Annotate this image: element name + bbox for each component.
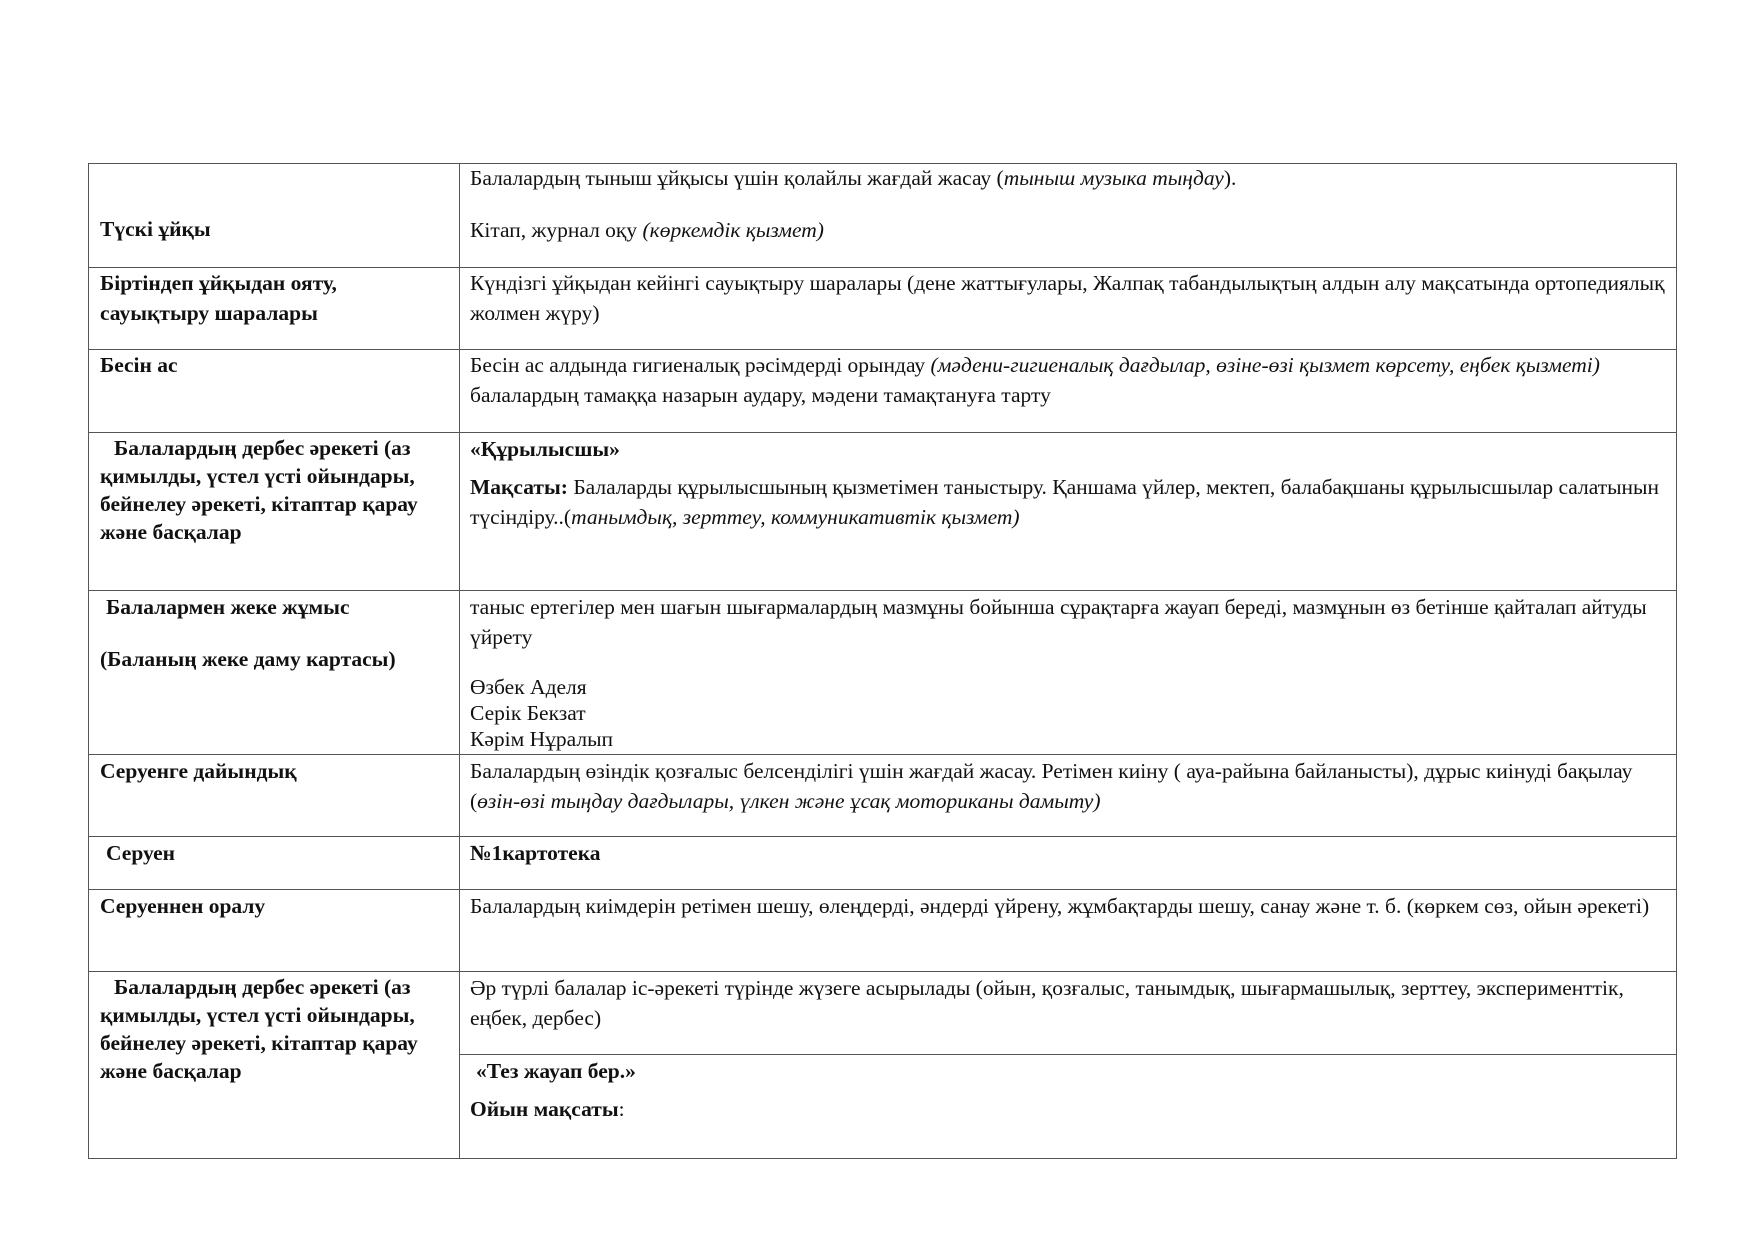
row-content-individual-work: таныс ертегілер мен шағын шығармалардың мазмұны бойынша сұрақтарға жауап береді, мазмұнын өз бетінше қайталап айтуды үйрету Өзбек Аделя Серік Бекзат Кәрім Нұралып: [470, 592, 1665, 752]
row-label-individual-work: Балалармен жеке жұмыс (Баланың жеке даму картасы): [100, 595, 396, 671]
row-content-free-activity: [470, 434, 1665, 532]
child-name: Серік Бекзат: [470, 701, 586, 725]
nap-line-1: Балалардың тыныш ұйқысы үшін қолайлы жағдай жасау (тыныш музыка тыңдау).: [470, 166, 1237, 190]
activity-goal: Мақсаты: Балаларды құрылысшының қызметімен таныстыру. Қаншама үйлер, мектеп, балабақшаны құрылысшылар салатынын түсіндіру..(танымдық, зерттеу, коммуникативтік қызмет): [470, 475, 1660, 529]
child-name: Өзбек Аделя: [470, 675, 587, 699]
row-label-wakeup: Біртіндеп ұйқыдан ояту, сауықтыру шаралары: [100, 271, 337, 325]
row-content-return-walk: Балалардың киімдерін ретімен шешу, өлеңдерді, әндерді үйрену, жұмбақтарды шешу, санау және т. б. (көркем сөз, ойын әрекеті): [470, 894, 1650, 918]
row-label-return-walk: Серуеннен оралу: [100, 894, 266, 918]
row-label-walk: Серуен: [106, 841, 176, 865]
schedule-table: [88, 163, 1677, 1159]
column-divider: [459, 164, 460, 1158]
row-content-nap: [470, 163, 1665, 245]
child-name: Кәрім Нұралып: [470, 727, 614, 751]
row-label-free-activity-2: Балалардың дербес әрекеті (аз қимылды, үстел үсті ойындары, бейнелеу әрекеті, кітаптар қарау және басқалар: [100, 975, 418, 1083]
activity-title: «Құрылысшы»: [470, 437, 620, 461]
nap-line-2: Кітап, журнал оқу (көркемдік қызмет): [470, 218, 824, 242]
game-goal: Ойын мақсаты:: [470, 1097, 625, 1121]
row-label-walk-prep: Серуенге дайындық: [100, 759, 297, 783]
row-content-wakeup: Күндізгі ұйқыдан кейінгі сауықтыру шаралары (дене жаттығулары, Жалпақ табандылықтың алдын алу мақсатында ортопедиялық жолмен жүру): [470, 271, 1665, 325]
row-content-walk: №1картотека: [470, 841, 601, 865]
row-label-free-activity: Балалардың дербес әрекеті (аз қимылды, үстел үсті ойындары, бейнелеу әрекеті, кітаптар қарау және басқалар: [100, 436, 418, 544]
game-title: «Тез жауап бер.»: [476, 1059, 636, 1083]
row-content-snack: Бесін ас алдында гигиеналық рәсімдерді орындау (мәдени-гигиеналық дағдылар, өзіне-өзі қызмет көрсету, еңбек қызметі) балалардың тамаққа назарын аудару, мәдени тамақтануға тарту: [470, 353, 1600, 407]
row-content-game: [470, 1056, 1665, 1124]
row-content-walk-prep: Балалардың өзіндік қозғалыс белсенділігі үшін жағдай жасау. Ретімен киіну ( ауа-райына байланысты), дұрыс киінуді бақылау (өзін-өзі тыңдау дағдылары, үлкен және ұсақ моториканы дамыту): [470, 759, 1633, 813]
row-label-snack: Бесін ас: [100, 353, 178, 377]
row-content-free-activity-2: Әр түрлі балалар іс-әрекеті түрінде жүзеге асырылады (ойын, қозғалыс, танымдық, шығармашылық, зерттеу, эксперименттік, еңбек, дербес): [470, 976, 1624, 1030]
row-label-nap: Түскі ұйқы: [100, 217, 211, 241]
